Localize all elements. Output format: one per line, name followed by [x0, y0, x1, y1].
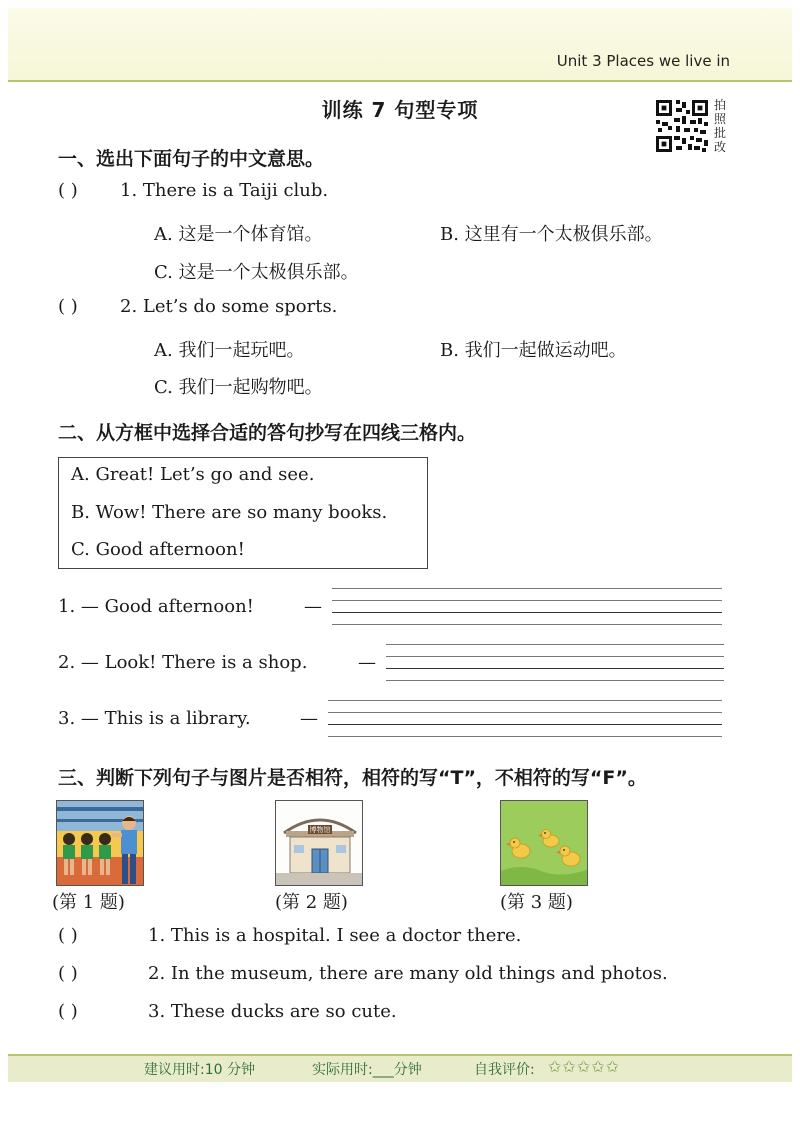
answer-blank[interactable]: ( ) — [58, 963, 78, 984]
s2-prompt-1: 1. — Good afternoon! — [58, 596, 254, 617]
box-option-a: A. Great! Let’s go and see. — [71, 464, 315, 485]
s3-question-3 — [58, 1001, 397, 1022]
s2-prompt-3: 3. — This is a library. — [58, 708, 251, 729]
question-text: 1. There is a Taiji club. — [120, 180, 329, 201]
box-option-c: C. Good afternoon! — [71, 539, 245, 560]
s1-q2-option-a: A. 我们一起玩吧。 — [154, 340, 305, 361]
question-text: 2. Let’s do some sports. — [120, 296, 338, 317]
picture-sports-class — [56, 800, 144, 886]
question-text: 1. This is a hospital. I see a doctor there. — [148, 925, 522, 946]
caption-picture-2: (第 2 题) — [275, 892, 348, 913]
ducks-illustration — [501, 801, 588, 886]
writing-grid-3[interactable] — [328, 700, 722, 736]
question-text: 2. In the museum, there are many old things and photos. — [148, 963, 668, 984]
s1-q2-option-c: C. 我们一起购物吧。 — [154, 377, 323, 398]
qr-code-icon[interactable] — [654, 98, 710, 154]
s1-q1-option-c: C. 这是一个太极俱乐部。 — [154, 262, 359, 283]
section3-heading: 三、判断下列句子与图片是否相符，相符的写“T”，不相符的写“F”。 — [58, 767, 647, 789]
s2-prompt-2: 2. — Look! There is a shop. — [58, 652, 308, 673]
header-divider — [8, 80, 792, 82]
s3-question-1 — [58, 925, 521, 946]
answer-blank[interactable]: ( ) — [58, 296, 78, 317]
rating-stars[interactable]: ✩✩✩✩✩ — [548, 1057, 621, 1076]
section2-heading: 二、从方框中选择合适的答句抄写在四线三格内。 — [58, 422, 477, 444]
answer-blank[interactable]: ( ) — [58, 925, 78, 946]
answer-blank[interactable]: ( ) — [58, 180, 78, 201]
page-title: 训练 7 句型专项 — [321, 98, 479, 122]
caption-picture-1: (第 1 题) — [52, 892, 125, 913]
scan-to-grade-label: 拍照批改 — [714, 98, 727, 154]
museum-sign: 博物馆 — [309, 826, 331, 834]
s1-q1-option-a: A. 这是一个体育馆。 — [154, 224, 323, 245]
s1-q1-option-b: B. 这里有一个太极俱乐部。 — [440, 224, 663, 245]
s2-dash-1: — — [304, 596, 322, 617]
answer-options-box — [58, 457, 428, 569]
s1-question-1 — [58, 180, 328, 201]
unit-label: Unit 3 Places we live in — [556, 52, 730, 70]
section1-heading: 一、选出下面句子的中文意思。 — [58, 148, 325, 170]
suggested-time: 建议用时:10 分钟 — [144, 1062, 255, 1078]
sports-class-illustration — [57, 801, 144, 886]
self-evaluation-label: 自我评价: — [474, 1062, 535, 1078]
s2-dash-3: — — [300, 708, 318, 729]
actual-time: 实际用时:___分钟 — [312, 1062, 422, 1078]
s3-question-2 — [58, 963, 668, 984]
s1-q2-option-b: B. 我们一起做运动吧。 — [440, 340, 627, 361]
s1-question-2 — [58, 296, 337, 317]
box-option-b: B. Wow! There are so many books. — [71, 502, 388, 523]
answer-blank[interactable]: ( ) — [58, 1001, 78, 1022]
writing-grid-2[interactable] — [386, 644, 724, 680]
writing-grid-1[interactable] — [332, 588, 722, 624]
picture-ducks — [500, 800, 588, 886]
s2-dash-2: — — [358, 652, 376, 673]
caption-picture-3: (第 3 题) — [500, 892, 573, 913]
picture-museum — [275, 800, 363, 886]
museum-illustration — [276, 801, 363, 886]
question-text: 3. These ducks are so cute. — [148, 1001, 397, 1022]
